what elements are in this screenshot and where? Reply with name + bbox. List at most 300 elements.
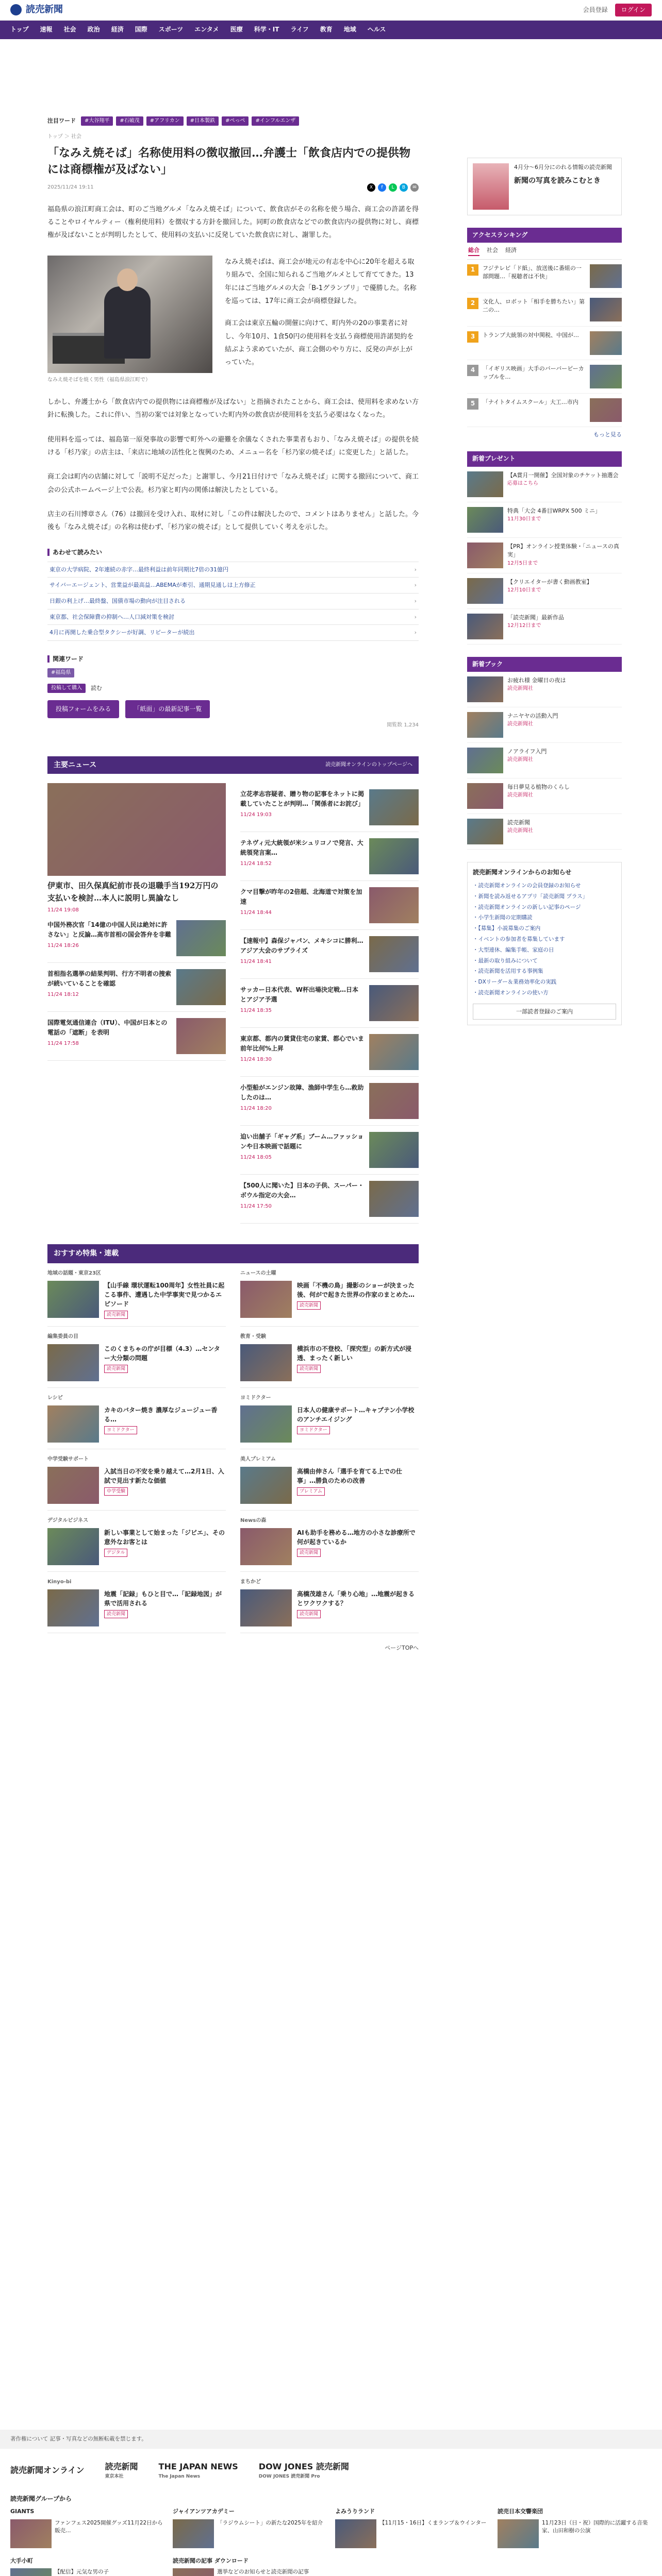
reaction-button[interactable]: 投稿して購入 xyxy=(47,684,86,693)
subscribe-button[interactable]: 一部読者登録のご案内 xyxy=(473,1004,616,1020)
nav-item[interactable]: 経済 xyxy=(111,26,124,33)
ranking-more-link[interactable]: もっと見る xyxy=(593,431,622,438)
article-photo[interactable] xyxy=(47,256,212,373)
footer xyxy=(0,2430,662,2576)
present-item-sub: 応募はこちら xyxy=(507,481,538,487)
keyword-tag[interactable]: #大谷翔平 xyxy=(81,116,113,126)
photo-caption: なみえ焼そばを焼く男性（福島県浪江町で） xyxy=(47,377,151,383)
group-head: GIANTS xyxy=(10,2507,35,2515)
topic-title: カキのバター焼き 濃厚なジュージュー香る… xyxy=(104,1406,218,1423)
news-item-image[interactable] xyxy=(369,1132,419,1168)
news-item[interactable] xyxy=(47,914,226,963)
article-paragraph: 店主の石川博章さん（76）は撤回を受け入れ、取材に対し「この件は解決したので、コメントはありません」と話した。今後も「なみえ焼そば」の名称は使わず、「杉乃家の焼そば」として提供していく考えを示した。 xyxy=(47,510,419,532)
ranking-title: 「ナイトタイムスクール」大工…市内 xyxy=(483,398,578,405)
nav-item[interactable]: 科学・IT xyxy=(254,26,279,33)
topic-image[interactable] xyxy=(47,1528,99,1565)
nav-item[interactable]: 社会 xyxy=(63,26,76,33)
news-item-title: 東京都、都内の賃貸住宅の家賃、都心でいま前年比何%上昇 xyxy=(240,1035,365,1053)
hatena-share-icon[interactable]: B xyxy=(400,183,408,192)
article-paragraph: しかし、弁護士から「飲食店内での提供物には商標権が及ばない」と指摘されたことから、商工会は、使用料を求めない方針に転換した。これに伴い、当初の案では対象となっていた町内外の飲食店が使用料を支払う必要はなくなった。 xyxy=(47,398,419,419)
topic-image[interactable] xyxy=(240,1405,292,1443)
topic-row xyxy=(47,1405,226,1443)
news-item-date: 11/24 18:30 xyxy=(240,1056,272,1062)
book-item-sub: 読売新聞社 xyxy=(507,792,533,799)
news-item[interactable] xyxy=(240,881,419,930)
group-head: 読売新聞の記事 ダウンロード xyxy=(173,2557,249,2564)
topic-source: まちかど xyxy=(240,1579,261,1585)
topic-item[interactable] xyxy=(47,1263,226,1327)
news-item[interactable] xyxy=(240,832,419,881)
related-article-link[interactable] xyxy=(47,578,419,594)
keyword-bar xyxy=(47,116,419,126)
news-item-image[interactable] xyxy=(369,985,419,1021)
book-item[interactable] xyxy=(467,707,622,743)
news-item[interactable] xyxy=(47,1012,226,1061)
news-lead-image[interactable] xyxy=(47,783,226,876)
news-item-body xyxy=(240,936,364,972)
login-button[interactable]: ログイン xyxy=(615,4,652,16)
topic-image[interactable] xyxy=(240,1589,292,1626)
present-item-image[interactable] xyxy=(467,471,503,497)
mail-share-icon[interactable]: ✉ xyxy=(410,183,419,192)
news-lead-title: 伊東市、田久保真紀前市長の退職手当192万円の支払いを検討…本人に説明し異論なし xyxy=(47,881,219,903)
news-item-image[interactable] xyxy=(369,789,419,825)
related-article-title: 東京の大学病院、2年連続の赤字…最終利益は前年同期比7倍の31億円 xyxy=(49,566,228,573)
nav-item[interactable]: 地域 xyxy=(343,26,356,33)
ranking-title: フジテレビ「ド紙」、放送後に番組の一部問題…「視聴者は不快」 xyxy=(483,264,582,280)
footer-brand[interactable] xyxy=(105,2460,138,2481)
group-item[interactable] xyxy=(173,2507,327,2548)
topic-title: 【山手線 環状運転100周年】女性社員に起こる事件、遭遇した中学事実で見つかるエピソード xyxy=(104,1281,225,1308)
topic-row xyxy=(240,1589,419,1626)
topic-row xyxy=(240,1281,419,1318)
topic-source: 教育・受験 xyxy=(240,1333,266,1340)
present-item[interactable] xyxy=(467,609,622,645)
present-item-image[interactable] xyxy=(467,578,503,604)
topic-image[interactable] xyxy=(47,1281,99,1318)
x-share-icon[interactable]: X xyxy=(367,183,375,192)
news-item-image[interactable] xyxy=(176,969,226,1005)
view-count: 閲覧数 1,234 xyxy=(387,722,419,728)
news-item-title: 【500人に聞いた】日本の子供、スーパー・ボウル指定の大会… xyxy=(240,1182,364,1199)
news-item[interactable] xyxy=(240,783,419,832)
news-item-title: 国際電気通信連合（ITU）、中国が日本との電話の「遮断」を表明 xyxy=(47,1019,168,1037)
group-image[interactable] xyxy=(10,2568,52,2576)
news-item-date: 11/24 18:12 xyxy=(47,991,79,997)
brand-name: DOW JONES 読売新聞 xyxy=(258,2461,349,2471)
group-image[interactable] xyxy=(173,2568,214,2576)
brand-sub: DOW JONES 読売新聞 Pro xyxy=(258,2474,320,2480)
news-item-date: 11/24 18:05 xyxy=(240,1154,272,1160)
topic-body xyxy=(104,1281,226,1320)
present-item-image[interactable] xyxy=(467,614,503,639)
news-item-body xyxy=(240,1083,364,1119)
present-item[interactable] xyxy=(467,502,622,538)
ranking-tab[interactable]: 社会 xyxy=(487,247,498,254)
topic-image[interactable] xyxy=(240,1281,292,1318)
notice-link[interactable]: ・DXリーダー＆業務効率化の実践 xyxy=(473,979,557,986)
nav-item[interactable]: ライフ xyxy=(290,26,309,33)
rank-number: 5 xyxy=(467,398,478,410)
keyword-tag[interactable]: #インフルエンザ xyxy=(252,116,299,126)
topic-row xyxy=(240,1344,419,1381)
footer-brand[interactable] xyxy=(10,2464,85,2477)
share-buttons xyxy=(367,183,419,192)
topic-image[interactable] xyxy=(47,1589,99,1626)
topic-body xyxy=(297,1467,419,1504)
notice-link[interactable]: ・読売新聞を活用する事例集 xyxy=(473,968,543,975)
group-grid xyxy=(0,2507,662,2576)
ranking-header: アクセスランキング xyxy=(467,228,622,243)
ranking-tabs xyxy=(467,243,622,260)
topic-row xyxy=(47,1589,226,1626)
book-item-image[interactable] xyxy=(467,748,503,773)
news-item-image[interactable] xyxy=(369,887,419,923)
book-item[interactable] xyxy=(467,778,622,814)
topic-row xyxy=(47,1281,226,1320)
news-lead-date: 11/24 19:08 xyxy=(47,907,79,913)
present-item-image[interactable] xyxy=(467,543,503,568)
present-item[interactable] xyxy=(467,573,622,609)
present-item-body xyxy=(507,543,622,568)
book-item-title: お疲れ様 金曜日の夜は xyxy=(507,676,566,684)
topic-body xyxy=(104,1528,226,1565)
brand-sub: 東京本社 xyxy=(105,2474,124,2480)
news-item-body xyxy=(47,1018,171,1054)
nav-item[interactable]: スポーツ xyxy=(158,26,184,33)
topic-badge: ヨミドクター xyxy=(104,1426,137,1434)
group-text: 選挙などのお知らせと読売新聞の記事 xyxy=(217,2569,309,2575)
topic-image[interactable] xyxy=(240,1528,292,1565)
latest-articles-button[interactable]: 「紙面」の最新記事一覧 xyxy=(125,700,210,718)
topic-row xyxy=(240,1528,419,1565)
group-text: ファンフェス2025開催グッズ11月22日から販売… xyxy=(55,2519,163,2534)
group-item[interactable] xyxy=(173,2556,327,2576)
present-item[interactable] xyxy=(467,467,622,502)
news-item[interactable] xyxy=(240,930,419,979)
nav-item[interactable]: ヘルス xyxy=(367,26,386,33)
book-item-title: 毎日夢見る植物のくらし xyxy=(507,783,570,790)
topic-badge: 読売新聞 xyxy=(297,1301,321,1310)
rank-number: 1 xyxy=(467,264,478,276)
sidebar-ad[interactable] xyxy=(467,158,622,215)
topic-title: 横浜市の不登校、「探究型」の新方式が浸透、まったく新しい xyxy=(297,1345,412,1362)
topic-badge: ヨミドクター xyxy=(297,1426,330,1434)
news-item-title: 迫い出舗子「ギャグ系」ブーム…ファッションや日本映画で話題に xyxy=(240,1133,364,1150)
nav-item[interactable]: 速報 xyxy=(40,26,53,33)
ranking-item[interactable] xyxy=(467,293,622,327)
news-item-title: 【速報中】森保ジャパン、メキシコに勝利…アジア大会のサプライズ xyxy=(240,937,363,955)
topic-body xyxy=(297,1281,419,1318)
topic-badge: 中学受験 xyxy=(104,1487,128,1496)
group-item[interactable] xyxy=(10,2556,164,2576)
related-article-link[interactable] xyxy=(47,562,419,578)
news-item-date: 11/24 18:41 xyxy=(240,958,272,964)
site-logo[interactable] xyxy=(10,3,63,18)
brand-sub: The Japan News xyxy=(158,2474,201,2480)
news-item-body xyxy=(240,887,364,923)
topic-item[interactable] xyxy=(240,1327,419,1388)
brand-name: THE JAPAN NEWS xyxy=(158,2461,238,2471)
top-page-link[interactable]: 読売新聞オンラインのトップページへ xyxy=(325,762,412,768)
topic-item[interactable] xyxy=(47,1511,226,1572)
group-row xyxy=(10,2568,164,2576)
related-article-title: 東京都、社会保障費の抑制へ…人口減対策を検討 xyxy=(49,613,174,620)
news-item[interactable] xyxy=(240,1028,419,1077)
book-item-body xyxy=(507,783,570,809)
topic-title: 日本人の健康サポート…キャプテン小学校のアンチエイジング xyxy=(297,1406,415,1423)
topic-source: Kinyo-bi xyxy=(47,1579,72,1585)
topic-source: ニュースの土曜 xyxy=(240,1270,276,1276)
brand-name: 読売新聞オンライン xyxy=(10,2465,85,2475)
keyword-tag[interactable]: #石破茂 xyxy=(116,116,143,126)
nav-item[interactable]: トップ xyxy=(10,26,29,33)
topic-title: 映画「不機の鳥」撮影のショーが決まった後、何がで起きた世界の作家のまとめた… xyxy=(297,1281,415,1298)
rank-number: 3 xyxy=(467,331,478,343)
notice-link[interactable]: ・読売新聞オンラインの新しい記事のページ xyxy=(473,904,581,910)
group-row xyxy=(10,2519,164,2548)
ad-text: 4月分～6月分にのれる情報の読売新聞 xyxy=(514,164,612,171)
rank-number: 2 xyxy=(467,298,478,309)
notice-link[interactable]: ・大型連休、編集手帳、家庭の日 xyxy=(473,946,554,953)
group-head: 読売日本交響楽団 xyxy=(498,2507,543,2515)
book-item[interactable] xyxy=(467,814,622,850)
related-article-link[interactable] xyxy=(47,625,419,641)
present-item-image[interactable] xyxy=(467,507,503,533)
group-image[interactable] xyxy=(10,2519,52,2548)
news-item[interactable] xyxy=(240,979,419,1028)
news-item-date: 11/24 18:52 xyxy=(240,860,272,867)
related-article-link[interactable] xyxy=(47,609,419,625)
action-row xyxy=(47,700,419,718)
group-item[interactable] xyxy=(498,2507,652,2548)
chevron-right-icon: › xyxy=(414,566,417,573)
book-list xyxy=(467,672,622,850)
notice-link[interactable]: ・イベントの参加者を募集しています xyxy=(473,936,565,942)
main-news-header xyxy=(47,756,419,774)
topic-row xyxy=(47,1467,226,1504)
present-item-title: 【PR】オンライン授業体験・「ニュースの真実」 xyxy=(507,543,619,558)
chevron-right-icon: › xyxy=(414,629,417,636)
topic-body xyxy=(297,1589,419,1626)
group-head: ジャイアンツアカデミー xyxy=(173,2507,235,2515)
news-item-image[interactable] xyxy=(369,1181,419,1217)
present-item-title: 「読売新聞」最新作品 xyxy=(507,614,564,621)
book-item-image[interactable] xyxy=(467,676,503,702)
footer-brand[interactable] xyxy=(159,2460,238,2481)
news-item-date: 11/24 17:50 xyxy=(240,1203,272,1209)
notice-list xyxy=(473,880,616,998)
topic-image[interactable] xyxy=(47,1467,99,1504)
topic-item[interactable] xyxy=(240,1572,419,1633)
topic-source: ヨミドクター xyxy=(240,1395,271,1401)
present-item-title: 特典「大会 4番目WRPX 500 ミニ」 xyxy=(507,507,601,514)
notice-title: 読売新聞オンラインからのお知らせ xyxy=(473,868,572,876)
news-item-title: 立花孝志容疑者、贈り物の記事をネットに掲載していたことが判明…「関係者にお詫び」 xyxy=(240,790,365,808)
news-column-right xyxy=(240,783,419,1224)
topic-tag[interactable]: #福島県 xyxy=(47,668,74,677)
article-paragraph: 福島県の浪江町商工会は、町のご当地グルメ「なみえ焼そば」について、飲食店がその名称を使う場合、商工会の許諾を得ることやロイヤルティー（権利使用料）を徴収する方針を撤回した。同町の飲食店などでの飲食店内の提供物に対し、商標権が及ばないことが判明したとして、使用料の支払いに反発していた飲食店に対し、謝罪した。 xyxy=(47,205,419,240)
present-item-body xyxy=(507,471,619,497)
topic-source: 美人プレミアム xyxy=(240,1456,276,1462)
topic-body xyxy=(297,1405,419,1443)
news-item-title: クマ目撃が昨年の2倍超、北海道で対策を加速 xyxy=(240,888,362,906)
sidebar xyxy=(467,158,622,1025)
news-item-date: 11/24 18:44 xyxy=(240,909,272,916)
topic-badge: デジタル xyxy=(104,1549,127,1557)
topic-image[interactable] xyxy=(240,1467,292,1504)
book-item-title: ノアライフ入門 xyxy=(507,748,547,755)
ranking-image[interactable] xyxy=(590,398,622,422)
topic-item[interactable] xyxy=(47,1449,226,1511)
topic-item[interactable] xyxy=(240,1263,419,1327)
topic-source: デジタルビジネス xyxy=(47,1517,89,1523)
topic-item[interactable] xyxy=(47,1327,226,1388)
keyword-tag[interactable]: #ぺっぺ xyxy=(222,116,249,126)
line-share-icon[interactable]: L xyxy=(389,183,397,192)
present-item-title: 【クリエイターが書く動画教室】 xyxy=(507,578,592,585)
topic-title: 入試当日の不安を乗り越えて…2月1日、入試で見出す新たな価値 xyxy=(104,1467,224,1484)
group-row xyxy=(335,2519,489,2548)
news-column-left xyxy=(47,783,226,1224)
news-item-image[interactable] xyxy=(369,838,419,874)
notice-link[interactable]: ・読売新聞オンラインの会員登録のお知らせ xyxy=(473,882,581,889)
topic-image[interactable] xyxy=(47,1405,99,1443)
breadcrumb[interactable]: トップ ＞ 社会 xyxy=(47,134,82,140)
news-item-date: 11/24 18:35 xyxy=(240,1007,272,1013)
post-form-button[interactable]: 投稿フォームをみる xyxy=(47,700,119,718)
news-item-image[interactable] xyxy=(369,1034,419,1070)
notice-link[interactable]: ・小学生新聞の定期購読 xyxy=(473,914,533,921)
topic-row xyxy=(47,1528,226,1565)
book-item[interactable] xyxy=(467,743,622,778)
keyword-tag[interactable]: #アフリカン xyxy=(146,116,184,126)
article-meta xyxy=(47,183,419,192)
group-image[interactable] xyxy=(335,2519,376,2548)
logo-icon xyxy=(10,4,22,15)
nav-item[interactable]: 医療 xyxy=(230,26,243,33)
present-item-body xyxy=(507,578,592,604)
news-item-body xyxy=(240,1181,364,1217)
book-item-image[interactable] xyxy=(467,712,503,738)
news-item-body xyxy=(47,920,171,956)
news-item[interactable] xyxy=(240,1077,419,1126)
keyword-tag[interactable]: #日本製鉄 xyxy=(187,116,219,126)
notice-link[interactable]: ・最新の取り組みについて xyxy=(473,957,538,964)
present-item-sub: 11月30日まで xyxy=(507,516,541,522)
ranking-item[interactable] xyxy=(467,360,622,394)
topic-source: Newsの森 xyxy=(240,1517,267,1523)
news-item-image[interactable] xyxy=(369,1083,419,1119)
topic-source: 地域の話題・東京23区 xyxy=(47,1270,101,1276)
group-item[interactable] xyxy=(10,2507,164,2548)
news-item-image[interactable] xyxy=(369,936,419,972)
register-link[interactable]: 会員登録 xyxy=(583,6,608,13)
topic-item[interactable] xyxy=(240,1511,419,1572)
nav-item[interactable]: エンタメ xyxy=(194,26,219,33)
news-item[interactable] xyxy=(240,1126,419,1175)
book-item-sub: 読売新聞社 xyxy=(507,686,533,692)
article-paragraph: 商工会は町内の店舗に対して「説明不足だった」と謝罪し、今月21日付けで「なみえ焼そば」に関する撤回について、商工会の公式ホームページ上で公表。杉乃家と町内の関係は解決したとしている。 xyxy=(47,473,419,494)
topic-item[interactable] xyxy=(240,1388,419,1449)
page-top-link[interactable]: ページTOPへ xyxy=(385,1644,419,1651)
topic-body xyxy=(104,1467,226,1504)
main-news-title: 主要ニュース xyxy=(54,761,97,770)
topic-item[interactable] xyxy=(47,1572,226,1633)
topic-title: AIも助手を務める…地方の小さな診療所で何が起きているか xyxy=(297,1529,416,1546)
news-item-image[interactable] xyxy=(176,1018,226,1054)
topic-image[interactable] xyxy=(47,1344,99,1381)
chevron-right-icon: › xyxy=(414,613,417,620)
topic-badge: プレミアム xyxy=(297,1487,325,1496)
news-item[interactable] xyxy=(240,1175,419,1224)
group-image[interactable] xyxy=(173,2519,214,2548)
topic-body xyxy=(104,1405,226,1443)
reaction-count: 読む xyxy=(91,685,102,692)
ranking-item[interactable] xyxy=(467,394,622,427)
group-row xyxy=(498,2519,652,2548)
topic-body xyxy=(297,1528,419,1565)
book-item-image[interactable] xyxy=(467,783,503,809)
ranking-item[interactable] xyxy=(467,260,622,293)
article-column xyxy=(47,116,419,1652)
keywords-label: 注目ワード xyxy=(47,117,76,125)
footer-brands xyxy=(0,2449,662,2487)
notice-link[interactable]: ・【募集】小説募集のご案内 xyxy=(473,925,541,932)
nav-item[interactable]: 教育 xyxy=(320,26,333,33)
nav-item[interactable]: 国際 xyxy=(135,26,147,33)
photo-block xyxy=(47,256,419,384)
present-item-sub: 12月5日まで xyxy=(507,560,538,566)
ranking-image[interactable] xyxy=(590,331,622,355)
topics-grid xyxy=(47,1263,419,1633)
topic-item[interactable] xyxy=(47,1388,226,1449)
ranking-tab[interactable]: 経済 xyxy=(505,247,517,254)
news-item[interactable] xyxy=(47,963,226,1012)
news-item-body xyxy=(47,969,171,1005)
nav-item[interactable]: 政治 xyxy=(87,26,100,33)
brand-name: 読売新聞 xyxy=(105,2461,138,2471)
footer-brand[interactable] xyxy=(259,2460,349,2481)
notice-link[interactable]: ・新聞を読み返せるアプリ「読売新聞 プラス」 xyxy=(473,893,588,900)
ranking-image[interactable] xyxy=(590,365,622,388)
news-item-image[interactable] xyxy=(176,920,226,956)
group-image[interactable] xyxy=(498,2519,539,2548)
topic-image[interactable] xyxy=(240,1344,292,1381)
ranking-tab[interactable]: 総合 xyxy=(468,246,479,256)
topic-body xyxy=(104,1589,226,1626)
ranking-image[interactable] xyxy=(590,264,622,288)
group-head: よみうりランド xyxy=(335,2507,375,2515)
notice-link[interactable]: ・読売新聞オンラインの使い方 xyxy=(473,989,549,996)
topic-title: 高橋由伸さん「選手を育てる上での仕事」…勝負のための改善 xyxy=(297,1467,403,1484)
book-item-image[interactable] xyxy=(467,819,503,844)
news-lead-item[interactable] xyxy=(47,783,226,914)
related-article-link[interactable] xyxy=(47,594,419,609)
book-item[interactable] xyxy=(467,672,622,707)
news-item-title: 首相指名選挙の結果判明、行方不明者の捜索が続いていることを確認 xyxy=(47,970,172,988)
group-item[interactable] xyxy=(335,2507,489,2548)
facebook-share-icon[interactable]: f xyxy=(378,183,386,192)
present-item[interactable] xyxy=(467,538,622,573)
ranking-title: 文化人、ロボット「相手を勝ちたい」第二の… xyxy=(483,298,585,314)
topic-badge: 読売新聞 xyxy=(104,1365,128,1373)
book-item-body xyxy=(507,748,547,773)
ranking-image[interactable] xyxy=(590,298,622,321)
present-item-sub: 12月10日まで xyxy=(507,587,541,594)
ranking-item[interactable] xyxy=(467,327,622,360)
topic-item[interactable] xyxy=(240,1449,419,1511)
